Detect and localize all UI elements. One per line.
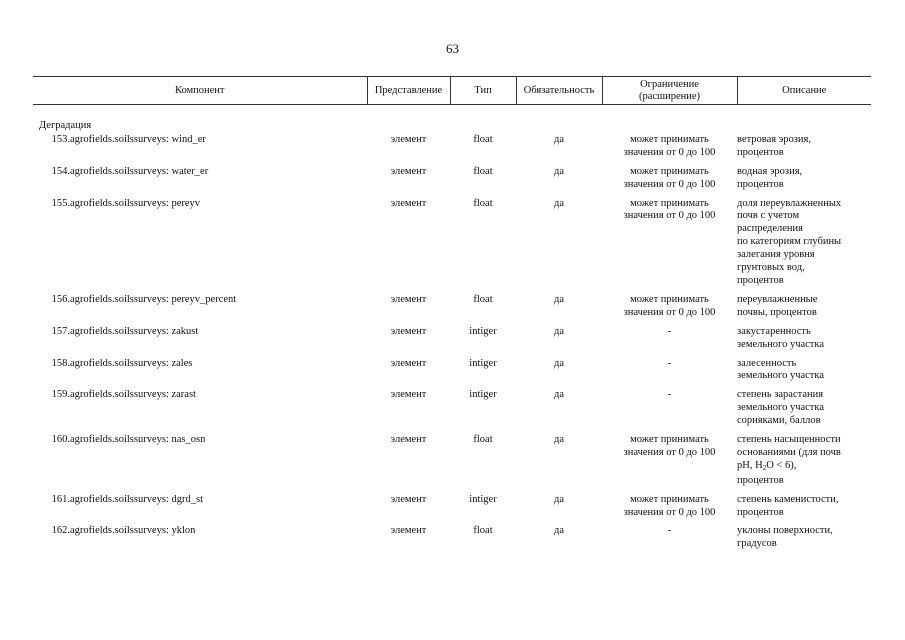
header-type: Тип xyxy=(450,77,516,105)
description-line: по категориям глубины xyxy=(737,236,842,248)
table-row xyxy=(33,133,871,160)
component-cell: agrofields.soilssurveys: yklon xyxy=(70,525,196,537)
constraint-cell xyxy=(602,488,737,520)
header-component: Компонент xyxy=(33,77,367,105)
type-cell: intiger xyxy=(469,493,497,505)
constraint-line: значения от 0 до 100 xyxy=(623,446,716,458)
constraint-line: значения от 0 до 100 xyxy=(623,306,716,318)
description-cell xyxy=(737,133,871,160)
required-cell: да xyxy=(554,197,565,209)
table-row xyxy=(33,428,871,488)
constraint-line: значения от 0 до 100 xyxy=(623,178,716,190)
description-cell xyxy=(737,428,871,488)
representation-cell: элемент xyxy=(390,389,427,401)
component-cell: agrofields.soilssurveys: zales xyxy=(70,357,193,369)
row-number: 155. xyxy=(51,197,70,209)
component-cell: agrofields.soilssurveys: pereyv xyxy=(70,197,201,209)
table-row xyxy=(33,383,871,428)
representation-cell: элемент xyxy=(390,197,427,209)
description-line: земельного участка xyxy=(737,370,824,382)
table-row xyxy=(33,519,871,551)
description-cell xyxy=(737,488,871,520)
description-line: ветровая эрозия, xyxy=(737,133,811,145)
representation-cell: элемент xyxy=(390,133,427,145)
constraint-line: может принимать xyxy=(630,293,709,305)
required-cell: да xyxy=(554,493,565,505)
description-line: процентов xyxy=(737,506,784,518)
schema-table xyxy=(33,76,871,551)
description-line: земельного участка xyxy=(737,338,824,350)
ph-suffix: O < 6), xyxy=(766,459,797,471)
description-line: почвы, процентов xyxy=(737,306,817,318)
description-line: распределения xyxy=(737,223,803,235)
row-number: 160. xyxy=(51,434,70,446)
constraint-line: - xyxy=(667,525,672,537)
table-header-row xyxy=(33,77,871,105)
description-line: почв с учетом xyxy=(737,210,800,222)
required-cell: да xyxy=(554,389,565,401)
page-number: 63 xyxy=(446,41,459,56)
representation-cell: элемент xyxy=(390,434,427,446)
description-cell xyxy=(737,320,871,352)
description-cell xyxy=(737,288,871,320)
description-line xyxy=(737,460,871,475)
required-cell: да xyxy=(554,133,565,145)
required-cell: да xyxy=(554,357,565,369)
component-cell: agrofields.soilssurveys: dgrd_st xyxy=(70,493,203,505)
table-row xyxy=(33,320,871,352)
row-number: 158. xyxy=(51,357,70,369)
description-cell xyxy=(737,160,871,192)
header-constraint-line2: (расширение) xyxy=(638,90,701,102)
row-number: 153. xyxy=(51,133,70,145)
description-line: процентов xyxy=(737,178,784,190)
header-description: Описание xyxy=(737,77,871,105)
component-cell: agrofields.soilssurveys: wind_er xyxy=(70,133,206,145)
description-cell xyxy=(737,352,871,384)
description-line: закустаренность xyxy=(737,325,811,337)
constraint-cell xyxy=(602,383,737,428)
header-required: Обязательность xyxy=(516,77,602,105)
required-cell: да xyxy=(554,434,565,446)
ph-subscript: 2 xyxy=(762,463,767,472)
constraint-line: значения от 0 до 100 xyxy=(623,210,716,222)
constraint-line: значения от 0 до 100 xyxy=(623,146,716,158)
description-line: степень каменистости, xyxy=(737,493,839,505)
description-line: процентов xyxy=(737,274,784,286)
required-cell: да xyxy=(554,525,565,537)
type-cell: intiger xyxy=(469,389,497,401)
description-line: процентов xyxy=(737,474,784,486)
constraint-cell xyxy=(602,133,737,160)
table-row xyxy=(33,160,871,192)
row-number: 156. xyxy=(51,293,70,305)
component-cell: agrofields.soilssurveys: water_er xyxy=(70,165,209,177)
constraint-cell xyxy=(602,160,737,192)
representation-cell: элемент xyxy=(390,357,427,369)
description-line: залегания уровня xyxy=(737,249,815,261)
constraint-cell xyxy=(602,428,737,488)
component-cell: agrofields.soilssurveys: nas_osn xyxy=(70,434,206,446)
ph-prefix: pH, H xyxy=(737,459,763,471)
constraint-line: может принимать xyxy=(630,197,709,209)
table-row xyxy=(33,288,871,320)
representation-cell: элемент xyxy=(390,525,427,537)
constraint-cell xyxy=(602,192,737,288)
section-row xyxy=(33,105,871,133)
component-cell: agrofields.soilssurveys: pereyv_percent xyxy=(70,293,237,305)
description-line: степень зарастания xyxy=(737,389,824,401)
section-label: Деградация xyxy=(39,120,92,131)
required-cell: да xyxy=(554,293,565,305)
constraint-cell xyxy=(602,352,737,384)
description-line: земельного участка xyxy=(737,402,824,414)
header-constraint xyxy=(602,77,737,105)
table-row xyxy=(33,192,871,288)
type-cell: float xyxy=(473,525,493,537)
description-line: процентов xyxy=(737,146,784,158)
type-cell: intiger xyxy=(469,325,497,337)
type-cell: float xyxy=(473,165,493,177)
header-representation: Представление xyxy=(367,77,450,105)
row-number: 162. xyxy=(51,525,70,537)
constraint-line: - xyxy=(667,325,672,337)
description-line: водная эрозия, xyxy=(737,165,803,177)
type-cell: float xyxy=(473,434,493,446)
type-cell: intiger xyxy=(469,357,497,369)
constraint-line: может принимать xyxy=(630,165,709,177)
description-cell xyxy=(737,192,871,288)
row-number: 161. xyxy=(51,493,70,505)
description-line: градусов xyxy=(737,538,777,550)
description-line: залесенность xyxy=(737,357,797,369)
constraint-line: - xyxy=(667,389,672,401)
table-row xyxy=(33,488,871,520)
constraint-line: может принимать xyxy=(630,434,709,446)
representation-cell: элемент xyxy=(390,493,427,505)
constraint-cell xyxy=(602,320,737,352)
constraint-line: может принимать xyxy=(630,133,709,145)
description-cell xyxy=(737,383,871,428)
description-cell xyxy=(737,519,871,551)
component-cell: agrofields.soilssurveys: zarast xyxy=(70,389,196,401)
component-cell: agrofields.soilssurveys: zakust xyxy=(70,325,199,337)
representation-cell: элемент xyxy=(390,325,427,337)
type-cell: float xyxy=(473,133,493,145)
row-number: 154. xyxy=(51,165,70,177)
constraint-line: значения от 0 до 100 xyxy=(623,506,716,518)
constraint-cell xyxy=(602,519,737,551)
description-line: степень насыщенности xyxy=(737,434,841,446)
constraint-line: может принимать xyxy=(630,493,709,505)
constraint-line: - xyxy=(667,357,672,369)
description-line: грунтовых вод, xyxy=(737,262,805,274)
required-cell: да xyxy=(554,165,565,177)
description-line: переувлажненные xyxy=(737,293,818,305)
table-row xyxy=(33,352,871,384)
description-line: основаниями (для почв xyxy=(737,446,841,458)
type-cell: float xyxy=(473,293,493,305)
type-cell: float xyxy=(473,197,493,209)
header-constraint-line1: Ограничение xyxy=(640,78,699,90)
description-line: уклоны поверхности, xyxy=(737,525,833,537)
representation-cell: элемент xyxy=(390,165,427,177)
representation-cell: элемент xyxy=(390,293,427,305)
description-line: доля переувлажненных xyxy=(737,197,842,209)
required-cell: да xyxy=(554,325,565,337)
description-line: сорняками, баллов xyxy=(737,415,821,427)
row-number: 157. xyxy=(51,325,70,337)
constraint-cell xyxy=(602,288,737,320)
row-number: 159. xyxy=(51,389,70,401)
